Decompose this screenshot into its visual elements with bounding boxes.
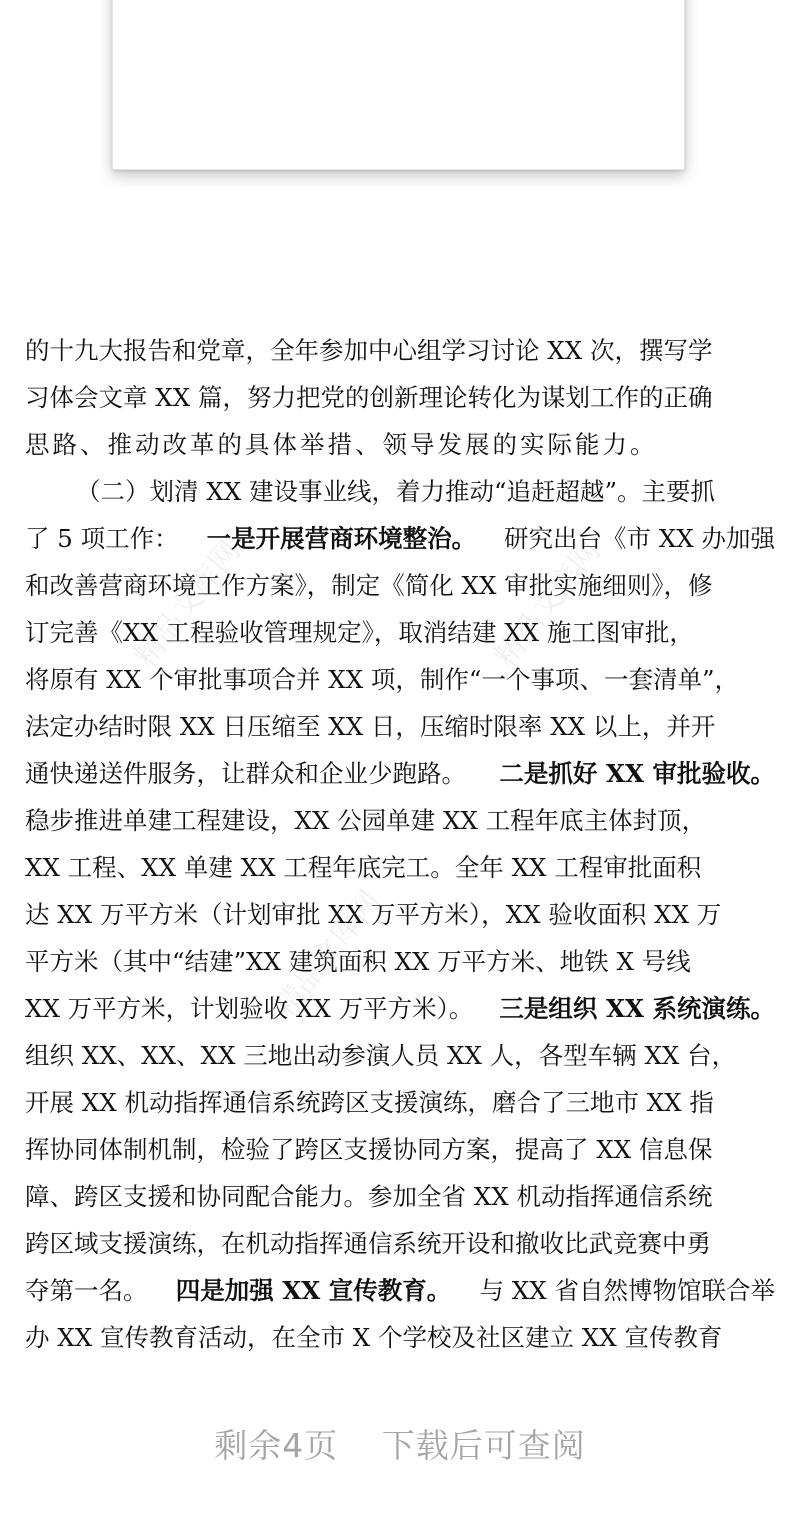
bold-point: 三是组织 XX 系统演练。 [499,994,775,1023]
text-line: 跨区域支援演练，在机动指挥通信系统开设和撤收比武竞赛中勇 [25,1229,711,1258]
text-line: 思路、推动改革的具体举措、领导发展的实际能力。 [25,430,658,459]
text-line: 办 XX 宣传教育活动，在全市 X 个学校及社区建立 XX 宣传教育 [25,1323,723,1352]
text-line: 稳步推进单建工程建设，XX 公园单建 XX 工程年底主体封顶， [25,806,707,835]
remaining-pages-label: 剩余4页 [214,1426,339,1465]
text-line: XX 工程、XX 单建 XX 工程年底完工。全年 XX 工程审批面积 [25,853,702,882]
text-line: 和改善营商环境工作方案》，制定《简化 XX 审批实施细则》，修 [25,571,713,600]
text-line: 开展 XX 机动指挥通信系统跨区支援演练，磨合了三地市 XX 指 [25,1088,714,1117]
remaining-pages-banner[interactable] [0,1420,800,1467]
previous-page-sheet [112,0,685,170]
download-hint-label: 下载后可查阅 [381,1426,586,1465]
watermark: 精品文库网 [267,884,388,1025]
document-body [25,327,775,1361]
text-line: 通快递送件服务，让群众和企业少跑路。 二是抓好 XX 审批验收。 [25,750,775,797]
text-line: 障、跨区支援和协同配合能力。参加全省 XX 机动指挥通信系统 [25,1182,713,1211]
watermark: 精品文库网 [487,534,608,675]
text-line: XX 万平方米，计划验收 XX 万平方米）。 三是组织 XX 系统演练。 [25,985,775,1032]
text-line: 夺第一名。 四是加强 XX 宣传教育。 与 XX 省自然博物馆联合举 [25,1267,775,1314]
text-line: 订完善《XX 工程验收管理规定》，取消结建 XX 施工图审批， [25,618,694,647]
watermark: 精品文库网 [127,534,248,675]
bold-point: 一是开展营商环境整治。 [206,524,477,553]
bold-point: 四是加强 XX 宣传教育。 [175,1276,452,1305]
text-line: 平方米（其中“结建”XX 建筑面积 XX 万平方米、地铁 X 号线 [25,947,691,976]
text-line: 挥协同体制机制，检验了跨区支援协同方案，提高了 XX 信息保 [25,1135,713,1164]
text-line: 的十九大报告和党章，全年参加中心组学习讨论 XX 次，撰写学 [25,336,713,365]
text-line: 法定办结时限 XX 日压缩至 XX 日，压缩时限率 XX 以上，并开 [25,712,716,741]
bold-point: 二是抓好 XX 审批验收。 [499,759,775,788]
text-line: 达 XX 万平方米（计划审批 XX 万平方米），XX 验收面积 XX 万 [25,900,722,929]
text-line: 组织 XX、XX、XX 三地出动参演人员 XX 人，各型车辆 XX 台， [25,1041,737,1070]
text-line: 习体会文章 XX 篇，努力把党的创新理论转化为谋划工作的正确 [25,383,713,412]
text-line: 了 5 项工作： 一是开展营商环境整治。 研究出台《市 XX 办加强 [25,515,775,562]
text-line: 将原有 XX 个审批事项合并 XX 项，制作“一个事项、一套清单”， [25,665,739,694]
section-heading-line: （二）划清 XX 建设事业线，着力推动“追赶超越”。主要抓 [76,477,716,506]
